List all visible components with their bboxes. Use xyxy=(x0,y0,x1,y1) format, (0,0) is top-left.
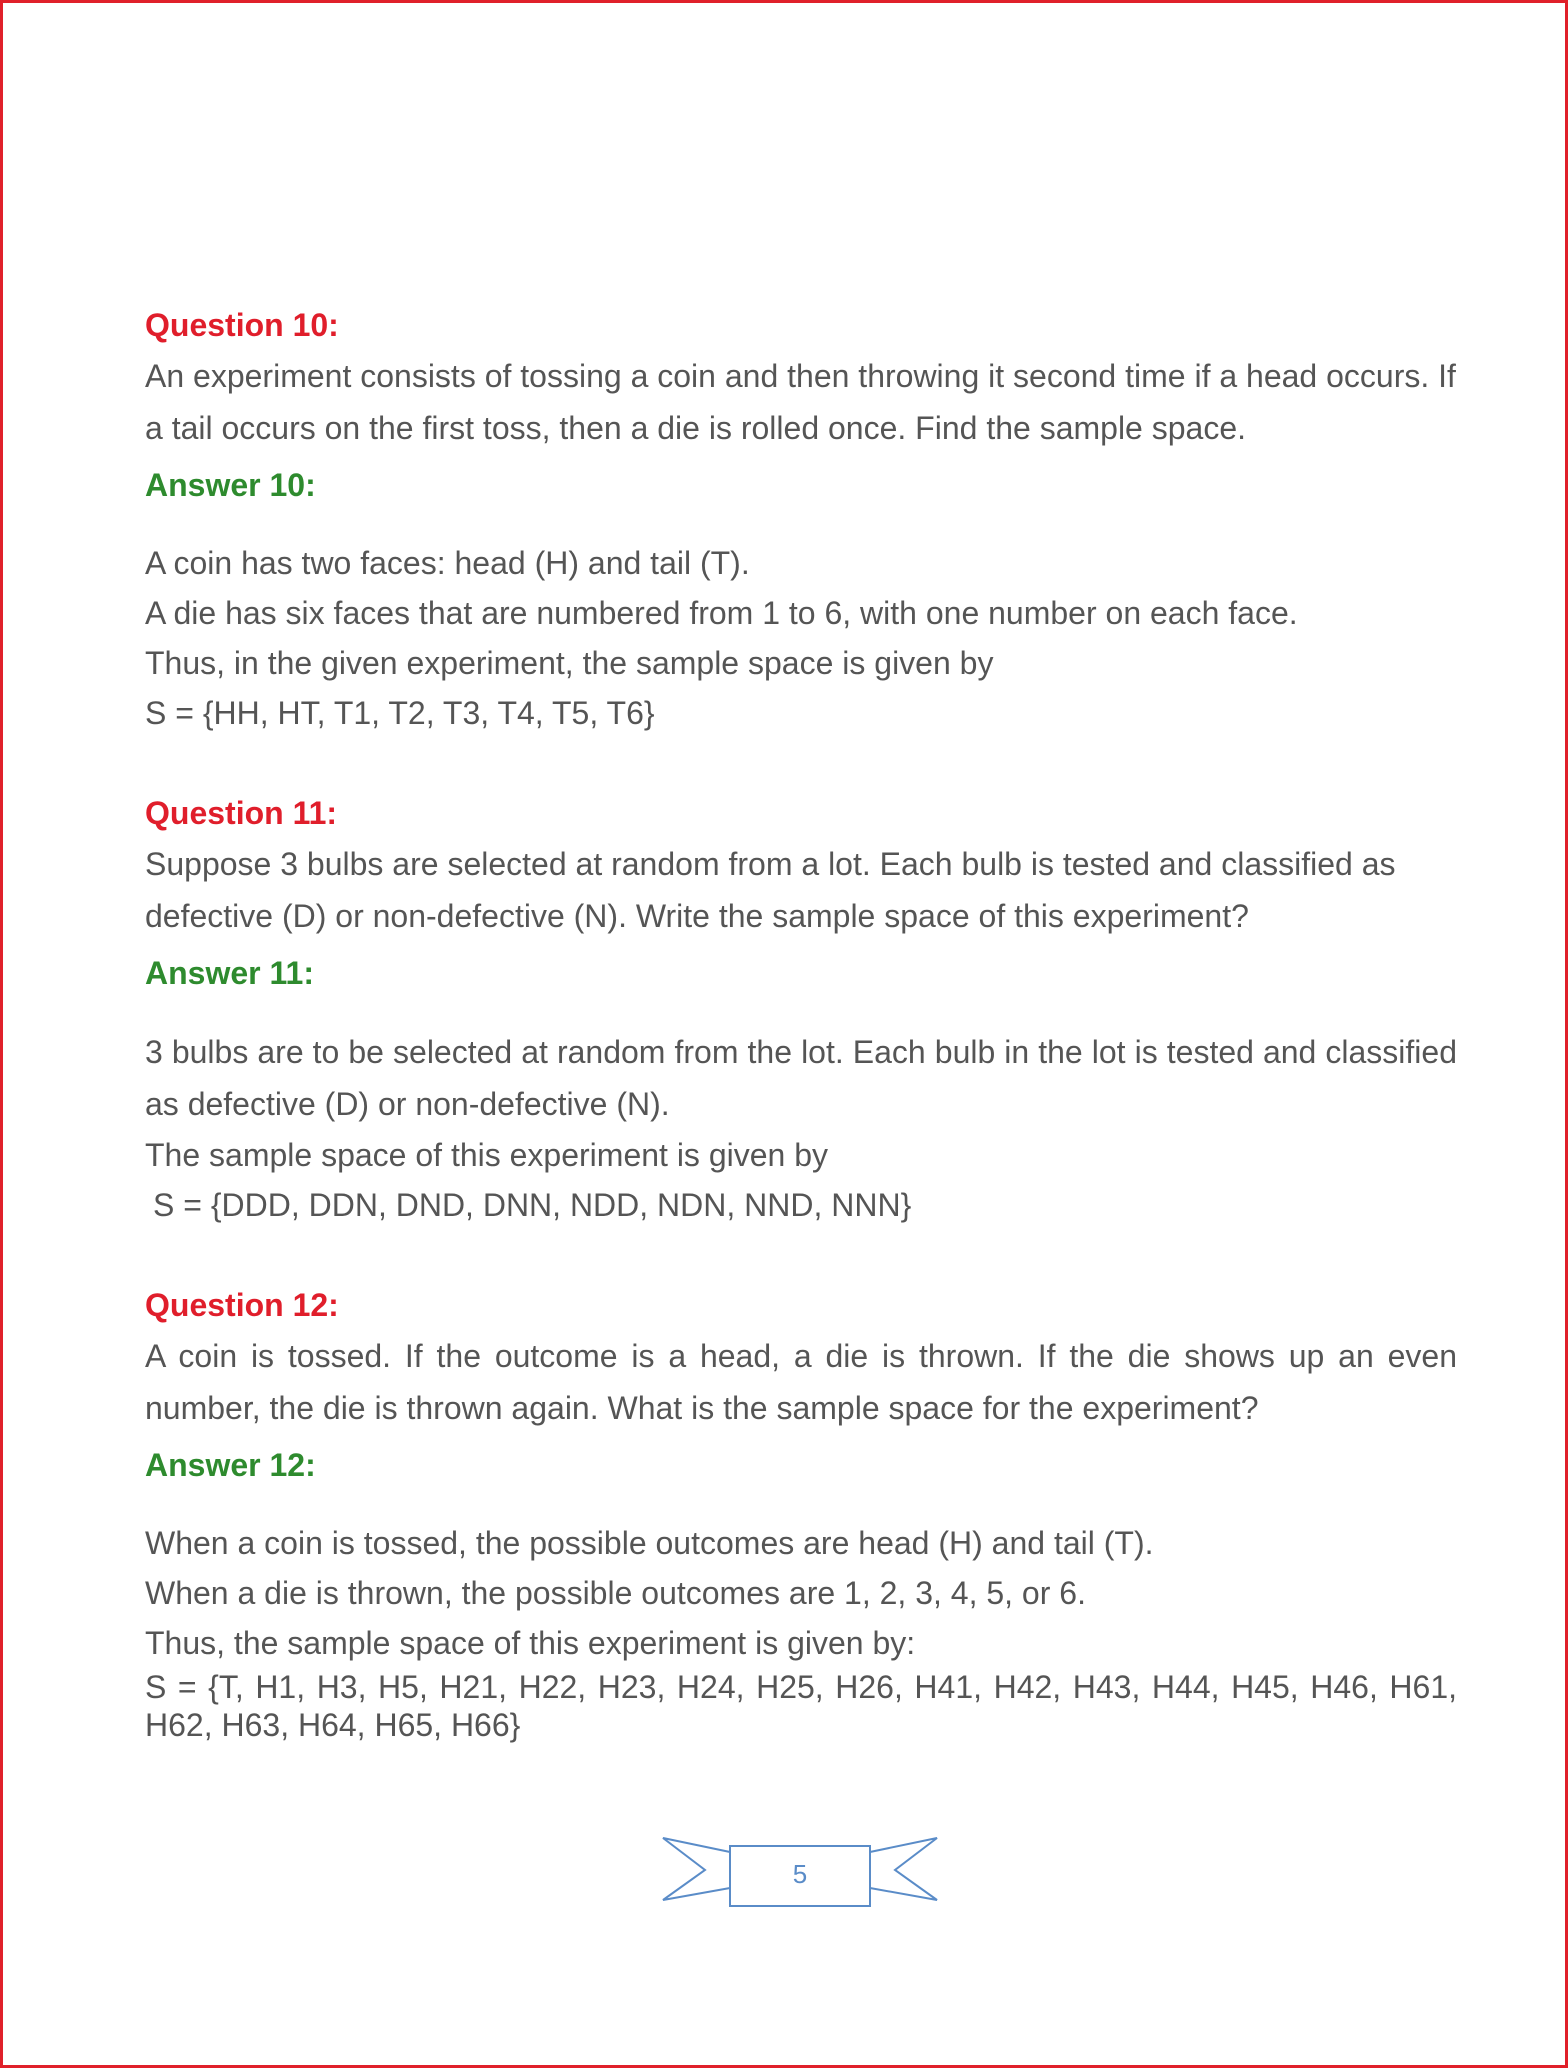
answer-12-line: When a coin is tossed, the possible outcomes are head (H) and tail (T). xyxy=(145,1525,1154,1561)
question-11-block xyxy=(145,788,1457,1230)
answer-11-heading: Answer 11: xyxy=(145,955,314,991)
answer-12-line: Thus, the sample space of this experiment is given by: xyxy=(145,1625,916,1661)
answer-10-line: Thus, in the given experiment, the sample space is given by xyxy=(145,645,994,681)
answer-11-line: The sample space of this experiment is given by xyxy=(145,1137,828,1173)
question-12-heading: Question 12: xyxy=(145,1287,339,1323)
answer-10-heading: Answer 10: xyxy=(145,467,316,503)
answer-12-line: When a die is thrown, the possible outcomes are 1, 2, 3, 4, 5, or 6. xyxy=(145,1575,1086,1611)
answer-10-line: A die has six faces that are numbered from 1 to 6, with one number on each face. xyxy=(145,595,1298,631)
answer-12-body xyxy=(145,1518,1457,1744)
answer-12-sample-space: S = {T, H1, H3, H5, H21, H22, H23, H24, H25, H26, H41, H42, H43, H44, H45, H46, H61, H62, H63, H64, H65, H66} xyxy=(145,1669,1457,1743)
page-number-ribbon xyxy=(655,1832,945,1916)
answer-11-line: 3 bulbs are to be selected at random from the lot. Each bulb in the lot is tested and classified as defective (D) or non-defective (N). xyxy=(145,1034,1457,1122)
answer-12-heading: Answer 12: xyxy=(145,1447,316,1483)
page-content xyxy=(145,300,1457,1794)
answer-11-sample-space: S = {DDD, DDN, DND, DNN, NDD, NDN, NND, NNN} xyxy=(153,1187,912,1223)
question-10-heading: Question 10: xyxy=(145,307,339,343)
answer-10-line: A coin has two faces: head (H) and tail (T). xyxy=(145,545,750,581)
question-11-heading: Question 11: xyxy=(145,795,338,831)
question-10-block xyxy=(145,300,1457,738)
page-number: 5 xyxy=(792,1859,808,1889)
answer-11-body xyxy=(145,1026,1457,1230)
question-12-block xyxy=(145,1280,1457,1744)
question-12-text: A coin is tossed. If the outcome is a head, a die is thrown. If the die shows up an even number, the die is thrown again. What is the sample space for the experiment? xyxy=(145,1338,1457,1426)
answer-10-body xyxy=(145,538,1457,738)
question-11-text: Suppose 3 bulbs are selected at random from a lot. Each bulb is tested and classified as defective (D) or non-defective (N). Write the sample space of this experiment? xyxy=(145,846,1396,934)
question-10-text: An experiment consists of tossing a coin and then throwing it second time if a head occurs. If a tail occurs on the first toss, then a die is rolled once. Find the sample space. xyxy=(145,358,1456,446)
answer-10-sample-space: S = {HH, HT, T1, T2, T3, T4, T5, T6} xyxy=(145,695,655,731)
